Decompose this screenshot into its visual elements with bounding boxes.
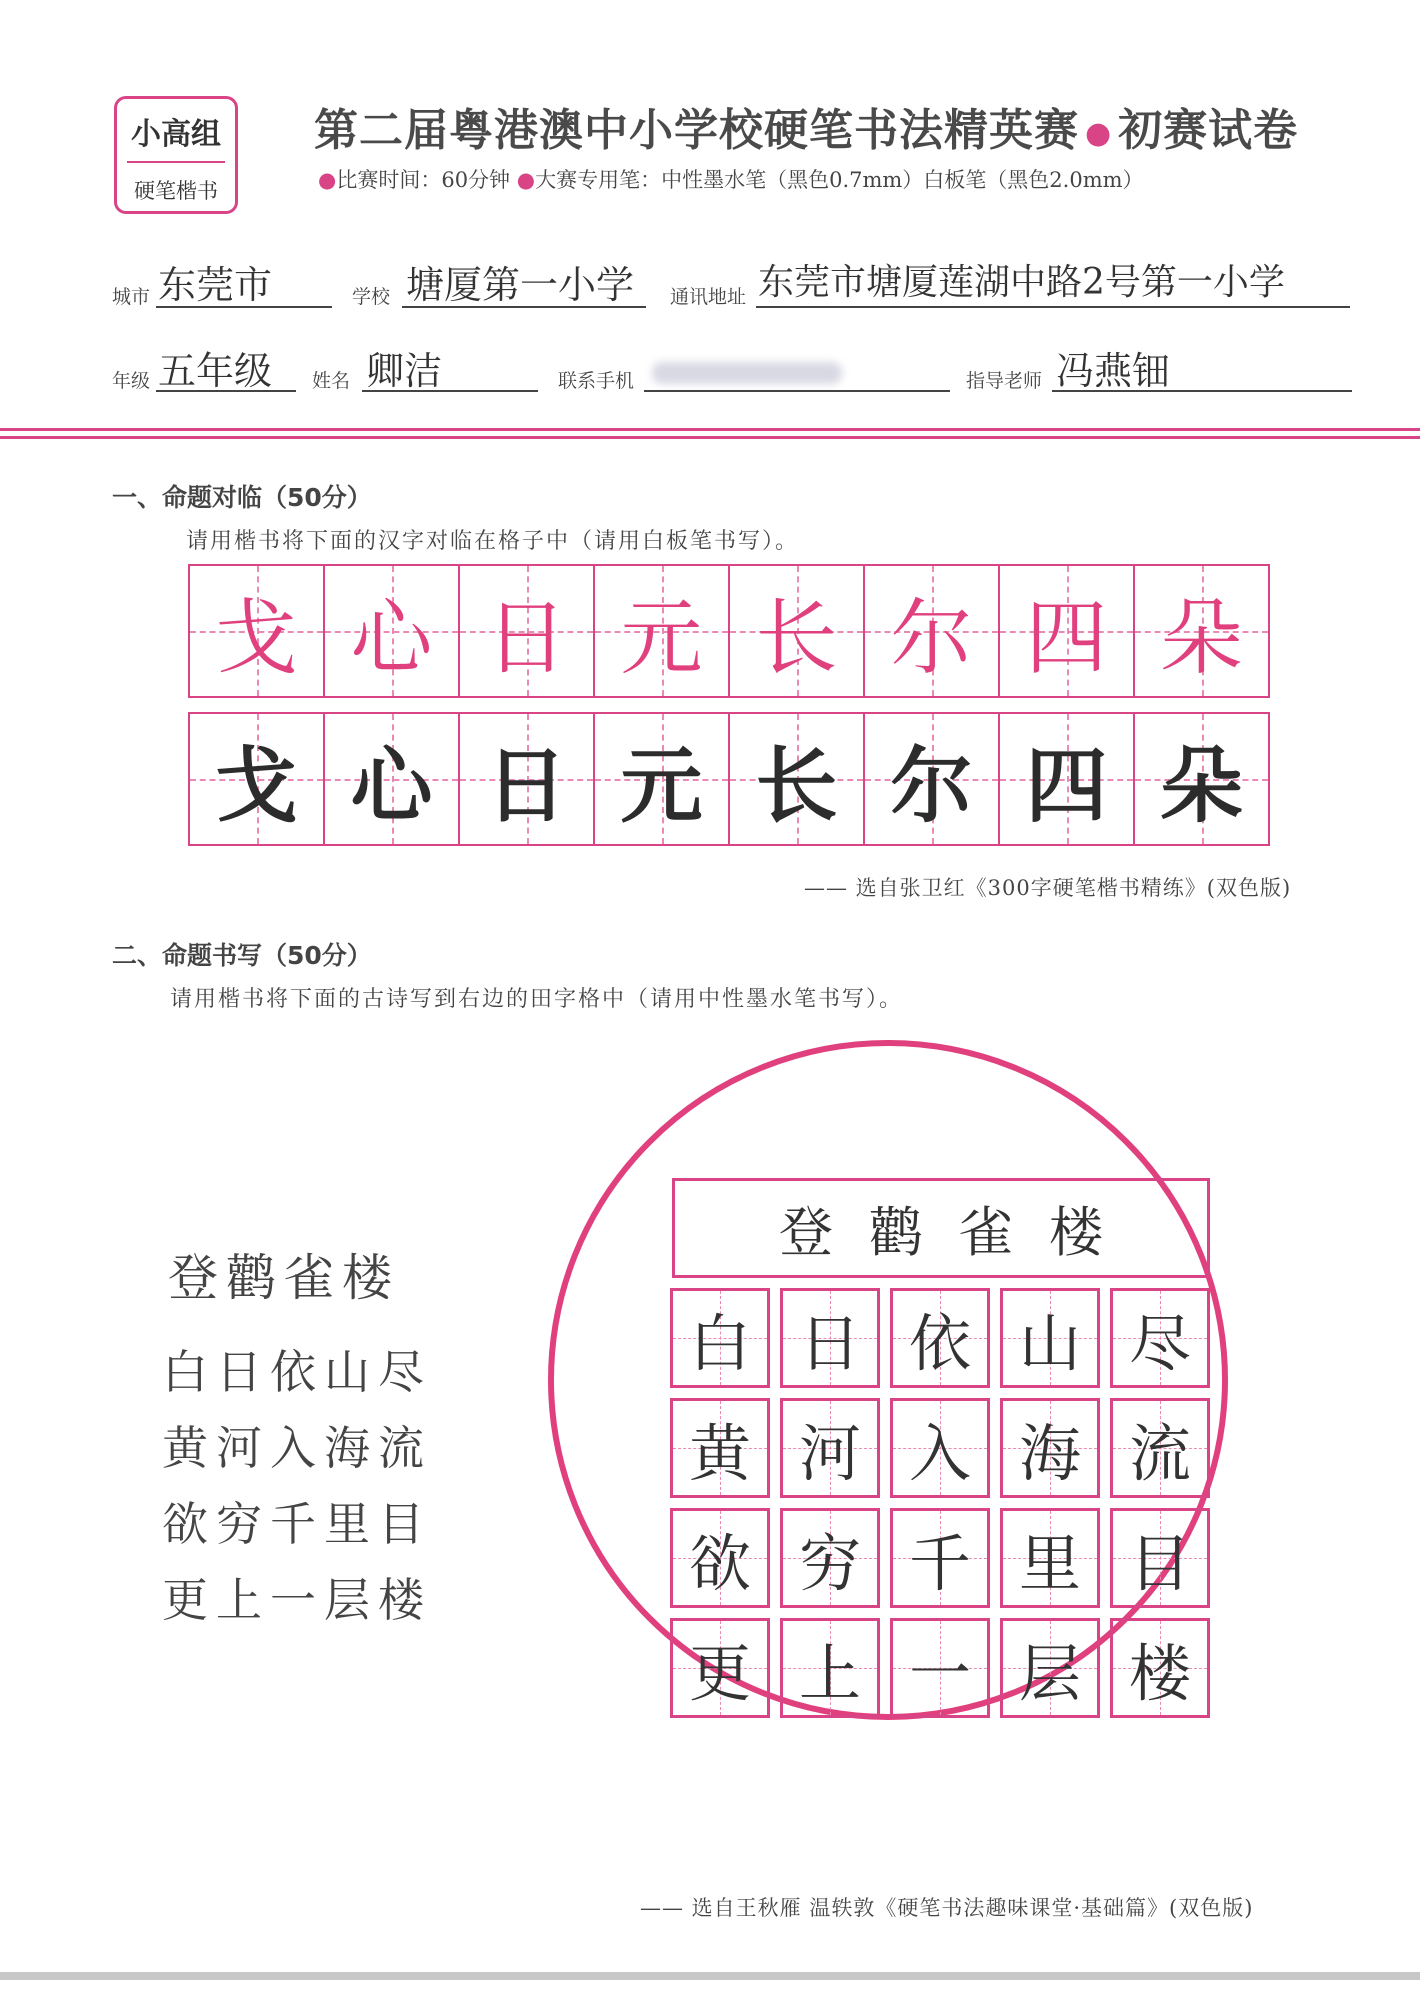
phone-label: 联系手机 [558, 370, 635, 392]
grid-char: 尽 [1128, 1306, 1191, 1380]
grid-char: 目 [1128, 1526, 1191, 1600]
name-label: 姓名 [312, 370, 351, 392]
grid-char: 河 [798, 1416, 861, 1490]
model-char: 戈 [215, 590, 298, 686]
grid-cell[interactable] [1000, 1288, 1100, 1388]
grid-cell[interactable] [890, 1288, 990, 1388]
address-value[interactable]: 东莞市塘厦莲湖中路2号第一小学 [758, 262, 1285, 303]
teacher-label: 指导老师 [966, 370, 1043, 392]
model-cell [595, 566, 730, 696]
section1-heading: 一、命题对临（50分） [112, 483, 372, 512]
practice-cell[interactable] [595, 714, 730, 844]
phone-redacted [652, 362, 842, 384]
written-char: 尔 [890, 737, 973, 834]
exam-rules [318, 164, 1144, 194]
school-label: 学校 [352, 286, 391, 308]
grid-cell[interactable] [780, 1288, 880, 1388]
model-char: 朵 [1160, 590, 1243, 686]
model-char: 尔 [890, 590, 973, 686]
poem-grid-row [670, 1288, 1212, 1388]
practice-cell[interactable] [1000, 714, 1135, 844]
grid-char: 日 [798, 1306, 861, 1380]
practice-cell[interactable] [730, 714, 865, 844]
teacher-underline [1052, 390, 1352, 392]
grid-cell[interactable] [1000, 1398, 1100, 1498]
grid-char: 海 [1018, 1416, 1081, 1490]
title-dot: ● [1085, 115, 1113, 151]
model-cell [1000, 566, 1135, 696]
group-badge [114, 96, 238, 214]
written-char: 戈 [215, 737, 298, 834]
written-char: 四 [1025, 737, 1108, 834]
grid-cell[interactable] [670, 1508, 770, 1608]
model-cell [730, 566, 865, 696]
page-title [314, 94, 1298, 158]
address-label: 通讯地址 [670, 286, 747, 308]
model-cell [460, 566, 595, 696]
grid-cell[interactable] [1110, 1288, 1210, 1388]
model-cell [190, 566, 325, 696]
section1-source: —— 选自张卫红《300字硬笔楷书精练》(双色版) [804, 876, 1292, 900]
written-char: 日 [485, 737, 568, 834]
grid-char: 白 [688, 1306, 751, 1380]
model-char: 元 [620, 590, 703, 686]
practice-cell[interactable] [460, 714, 595, 844]
section2-heading: 二、命题书写（50分） [112, 941, 372, 970]
badge-group-label: 小高组 [131, 117, 221, 152]
page-bottom-edge [0, 1972, 1420, 1980]
bullet-icon: ● [318, 168, 337, 192]
grid-cell[interactable] [780, 1398, 880, 1498]
phone-underline [644, 390, 950, 392]
grid-cell[interactable] [780, 1618, 880, 1718]
grid-cell[interactable] [780, 1508, 880, 1608]
model-cell [325, 566, 460, 696]
practice-cell[interactable] [325, 714, 460, 844]
grid-cell[interactable] [890, 1508, 990, 1608]
poem-grid-row [670, 1508, 1212, 1608]
model-char: 长 [755, 590, 838, 686]
written-title-box[interactable] [672, 1178, 1210, 1278]
poem-grid [670, 1288, 1212, 1728]
school-value[interactable]: 塘厦第一小学 [406, 263, 635, 307]
grid-cell[interactable] [1110, 1398, 1210, 1498]
grid-cell[interactable] [670, 1398, 770, 1498]
bullet-icon: ● [516, 168, 536, 192]
grid-char: 入 [908, 1416, 971, 1490]
grid-cell[interactable] [670, 1288, 770, 1388]
school-underline [402, 306, 646, 308]
written-char: 元 [620, 737, 703, 834]
title-main: 第二届粤港澳中小学校硬笔书法精英赛 [314, 105, 1079, 156]
grade-label: 年级 [112, 370, 151, 392]
model-cell [1135, 566, 1268, 696]
grid-cell[interactable] [1110, 1618, 1210, 1718]
section2-instruction: 请用楷书将下面的古诗写到右边的田字格中（请用中性墨水笔书写）。 [170, 987, 904, 1012]
badge-divider [127, 161, 225, 163]
grid-char: 层 [1018, 1636, 1081, 1710]
grid-char: 流 [1128, 1416, 1191, 1490]
model-cell [865, 566, 1000, 696]
poem-title: 登鹳雀楼 [168, 1249, 400, 1307]
model-char: 日 [485, 590, 568, 686]
grid-char: 欲 [688, 1526, 751, 1600]
written-char: 朵 [1160, 737, 1243, 834]
grid-char: 上 [798, 1636, 861, 1710]
written-char: 长 [755, 737, 838, 834]
poem-grid-row [670, 1618, 1212, 1718]
practice-row [188, 712, 1270, 846]
grid-cell[interactable] [1000, 1618, 1100, 1718]
grid-char: 更 [688, 1636, 751, 1710]
teacher-value[interactable]: 冯燕钿 [1056, 349, 1171, 393]
poem-line: 白日依山尽 [162, 1345, 432, 1399]
poem-grid-row [670, 1398, 1212, 1498]
grid-char: 里 [1018, 1526, 1081, 1600]
grid-char: 穷 [798, 1526, 861, 1600]
title-suffix: 初赛试卷 [1118, 105, 1299, 156]
grade-underline [156, 390, 296, 392]
grid-cell[interactable] [890, 1398, 990, 1498]
grid-cell[interactable] [890, 1618, 990, 1718]
written-char: 心 [350, 737, 433, 834]
name-value[interactable]: 卿洁 [366, 349, 443, 393]
poem-line: 欲穷千里目 [162, 1497, 432, 1551]
model-char: 四 [1025, 590, 1108, 686]
practice-cell[interactable] [1135, 714, 1268, 844]
grid-char: 依 [908, 1306, 971, 1380]
divider-line [0, 436, 1420, 439]
section1-instruction: 请用楷书将下面的汉字对临在格子中（请用白板笔书写）。 [186, 529, 800, 554]
grid-char: 千 [908, 1526, 971, 1600]
poem-line: 更上一层楼 [162, 1573, 432, 1627]
model-row [188, 564, 1270, 698]
grade-value[interactable]: 五年级 [158, 349, 273, 393]
written-title: 登鹳雀楼 [779, 1200, 1139, 1264]
badge-style-label: 硬笔楷书 [134, 179, 218, 203]
grid-cell[interactable] [1110, 1508, 1210, 1608]
grid-char: 山 [1018, 1306, 1081, 1380]
address-underline [756, 306, 1350, 308]
section2-source: —— 选自王秋雁 温轶敦《硬笔书法趣味课堂·基础篇》(双色版) [640, 1896, 1254, 1920]
model-char: 心 [350, 590, 433, 686]
city-underline [156, 306, 332, 308]
city-label: 城市 [112, 286, 151, 308]
grid-char: 黄 [688, 1416, 751, 1490]
pen-rule: 大赛专用笔：中性墨水笔（黑色0.7mm）白板笔（黑色2.0mm） [535, 168, 1144, 192]
grid-cell[interactable] [670, 1618, 770, 1718]
grid-cell[interactable] [1000, 1508, 1100, 1608]
practice-cell[interactable] [865, 714, 1000, 844]
poem-line: 黄河入海流 [162, 1421, 432, 1475]
practice-cell[interactable] [190, 714, 325, 844]
city-value[interactable]: 东莞市 [158, 263, 273, 307]
time-rule: 比赛时间：60分钟 [336, 168, 511, 192]
grid-char: 一 [908, 1636, 971, 1710]
grid-char: 楼 [1128, 1636, 1191, 1710]
divider-line [0, 428, 1420, 431]
name-underline [362, 390, 538, 392]
